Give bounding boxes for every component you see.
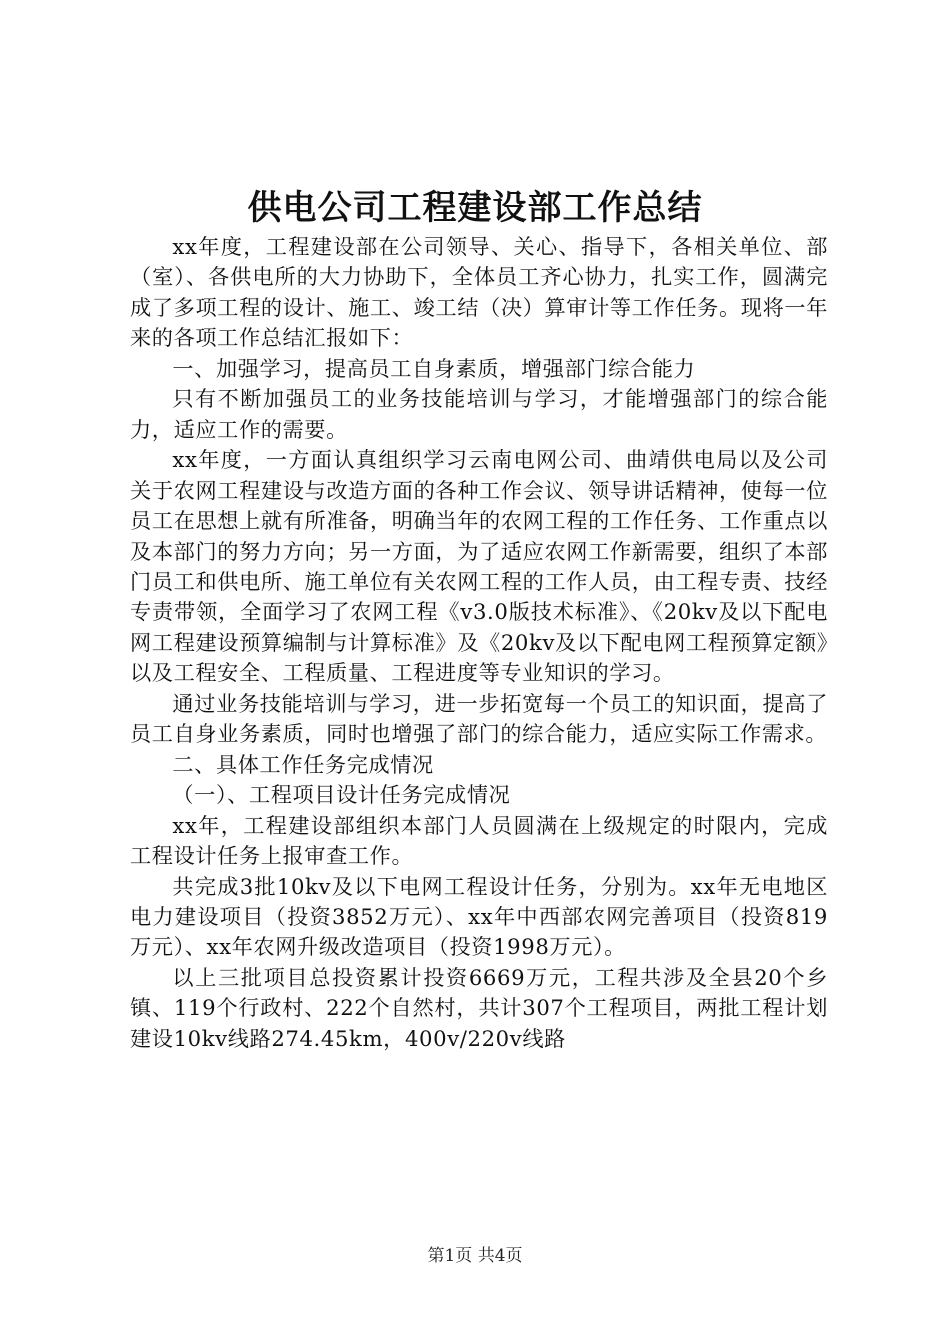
paragraph-training-result: 通过业务技能培训与学习，进一步拓宽每一个员工的知识面，提高了员工自身业务素质，同时也增强了部门的综合能力，适应实际工作需求。 <box>130 690 828 747</box>
section-heading-1: 一、加强学习，提高员工自身素质，增强部门综合能力 <box>172 355 696 381</box>
paragraph-training-intro: 只有不断加强员工的业务技能培训与学习，才能增强部门的综合能力，适应工作的需要。 <box>130 386 828 442</box>
paragraph-training-detail: xx年度，一方面认真组织学习云南电网公司、曲靖供电局以及公司关于农网工程建设与改造方面的各种工作会议、领导讲话精神，使每一位员工在思想上就有所准备，明确当年的农网工程的工作任务、工作重点以及本部门的努力方向；另一方面，为了适应农网工作新需要，组织了本部门员工和供电所、施工单位有关农网工程的工作人员，由工程专责、技经专责带领，全面学习了农网工程《v3.0版技术标准》、《20kv及以下配电网工程建设预算编制与计算标准》及《20kv及以下配电网工程预算定额》以及工程安全、工程质量、工程进度等专业知识的学习。 <box>130 447 828 686</box>
paragraph-design-task: xx年，工程建设部组织本部门人员圆满在上级规定的时限内，完成工程设计任务上报审查工作。 <box>130 812 828 869</box>
subsection-heading-1: （一）、工程项目设计任务完成情况 <box>172 782 511 808</box>
page-footer: 第1页 共4页 <box>427 1246 523 1266</box>
section-heading-2: 二、具体工作任务完成情况 <box>172 751 434 777</box>
paragraph-intro: xx年度，工程建设部在公司领导、关心、指导下，各相关单位、部（室）、各供电所的大力协助下，全体员工齐心协力，扎实工作，圆满完成了多项工程的设计、施工、竣工结（决）算审计等工作任务。现将一年来的各项工作总结汇报如下： <box>130 234 828 351</box>
document-title: 供电公司工程建设部工作总结 <box>247 188 703 228</box>
document-body <box>130 232 828 1054</box>
paragraph-design-batches: 共完成3批10kv及以下电网工程设计任务，分别为。xx年无电地区电力建设项目（投资3852万元）、xx年中西部农网完善项目（投资819万元）、xx年农网升级改造项目（投资1998万元）。 <box>130 873 828 960</box>
paragraph-investment-summary: 以上三批项目总投资累计投资6669万元，工程共涉及全县20个乡镇、119个行政村、222个自然村，共计307个工程项目，两批工程计划建设10kv线路274.45km，400v/220v线路 <box>130 964 828 1051</box>
